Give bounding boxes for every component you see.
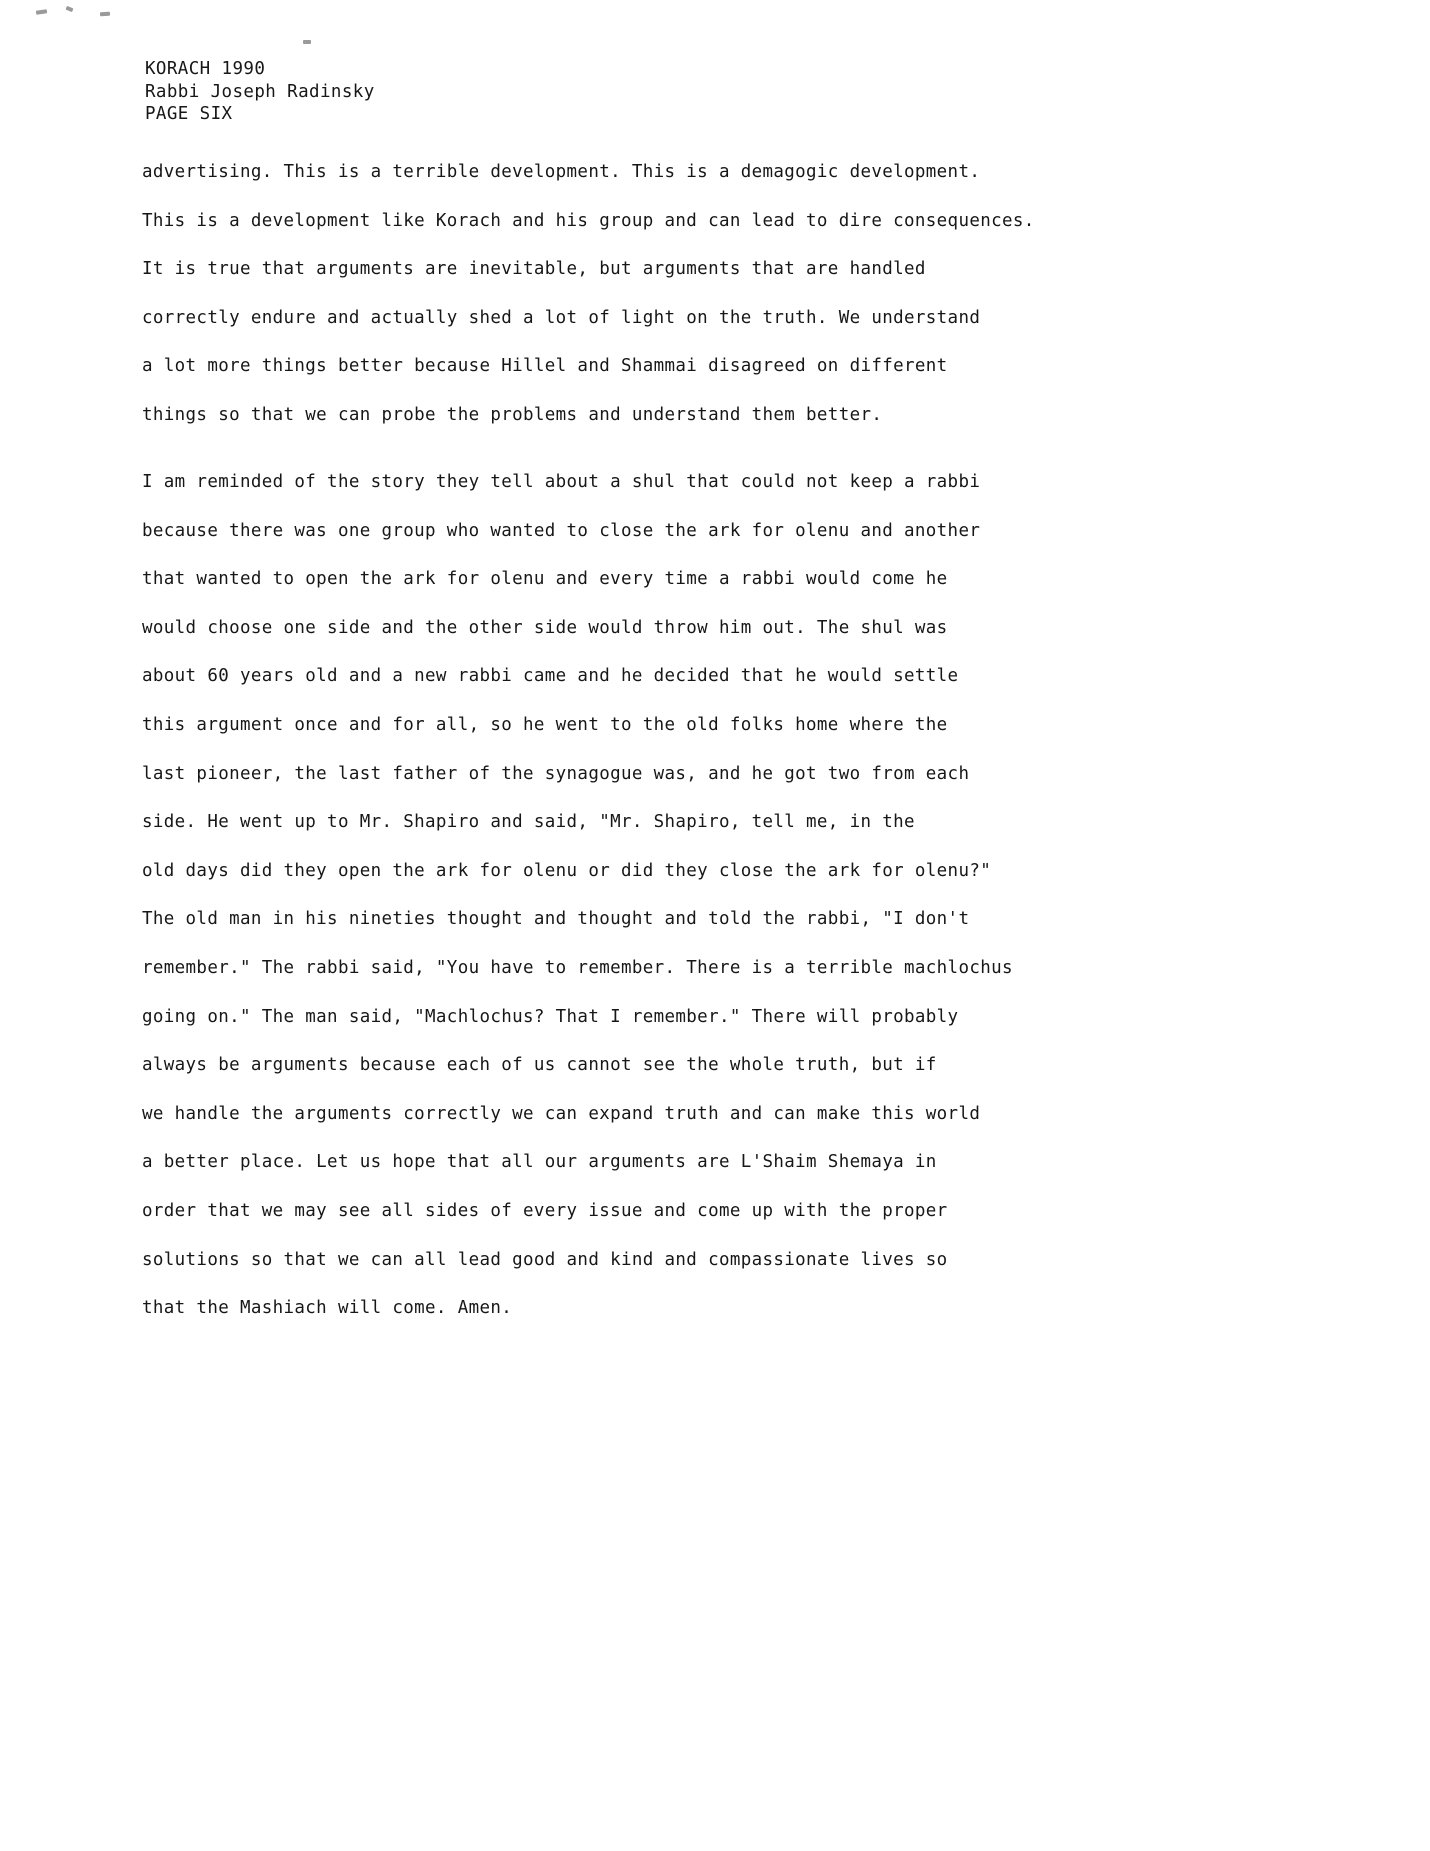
text-line: old days did they open the ark for olenu or did they close the ark for olenu?" [142,860,992,881]
header-author: Rabbi Joseph Radinsky [145,81,375,102]
text-line: solutions so that we can all lead good and kind and compassionate lives so [142,1249,948,1270]
text-line: It is true that arguments are inevitable, but arguments that are handled [142,259,926,280]
text-line: because there was one group who wanted to close the ark for olenu and another [142,520,981,541]
text-line: going on." The man said, "Machlochus? That I remember." There will probably [142,1006,959,1027]
document-header [145,58,375,126]
text-line: a better place. Let us hope that all our arguments are L'Shaim Shemaya in [142,1152,937,1173]
header-title: KORACH 1990 [145,59,266,79]
text-line: order that we may see all sides of every issue and come up with the proper [142,1200,948,1221]
scan-speck [36,9,47,14]
text-line: a lot more things better because Hillel and Shammai disagreed on different [142,356,948,377]
text-line: advertising. This is a terrible development. This is a demagogic development. [142,162,981,182]
scan-speck [303,40,311,44]
scan-speck [66,6,74,12]
text-line: always be arguments because each of us cannot see the whole truth, but if [142,1055,937,1076]
text-line: The old man in his nineties thought and thought and told the rabbi, "I don't [142,909,970,930]
text-line: that wanted to open the ark for olenu and every time a rabbi would come he [142,569,948,590]
paragraph-1 [142,148,1152,440]
text-line: this argument once and for all, so he went to the old folks home where the [142,714,948,735]
text-line: about 60 years old and a new rabbi came and he decided that he would settle [142,666,959,687]
text-line: correctly endure and actually shed a lot of light on the truth. We understand [142,307,981,328]
scan-artifacts [0,0,1430,60]
header-page-number: PAGE SIX [145,104,233,124]
scan-speck [100,12,110,17]
text-line: things so that we can probe the problems and understand them better. [142,404,883,425]
paragraph-2 [142,458,1152,1333]
text-line: remember." The rabbi said, "You have to remember. There is a terrible machlochus [142,957,1013,978]
text-line: side. He went up to Mr. Shapiro and said, "Mr. Shapiro, tell me, in the [142,812,915,833]
text-line: last pioneer, the last father of the synagogue was, and he got two from each [142,763,970,784]
text-line: would choose one side and the other side would throw him out. The shul was [142,617,948,638]
text-line: I am reminded of the story they tell about a shul that could not keep a rabbi [142,472,981,492]
text-line: we handle the arguments correctly we can expand truth and can make this world [142,1103,981,1124]
text-line: This is a development like Korach and his group and can lead to dire consequences. [142,210,1035,231]
text-line: that the Mashiach will come. Amen. [142,1298,513,1319]
